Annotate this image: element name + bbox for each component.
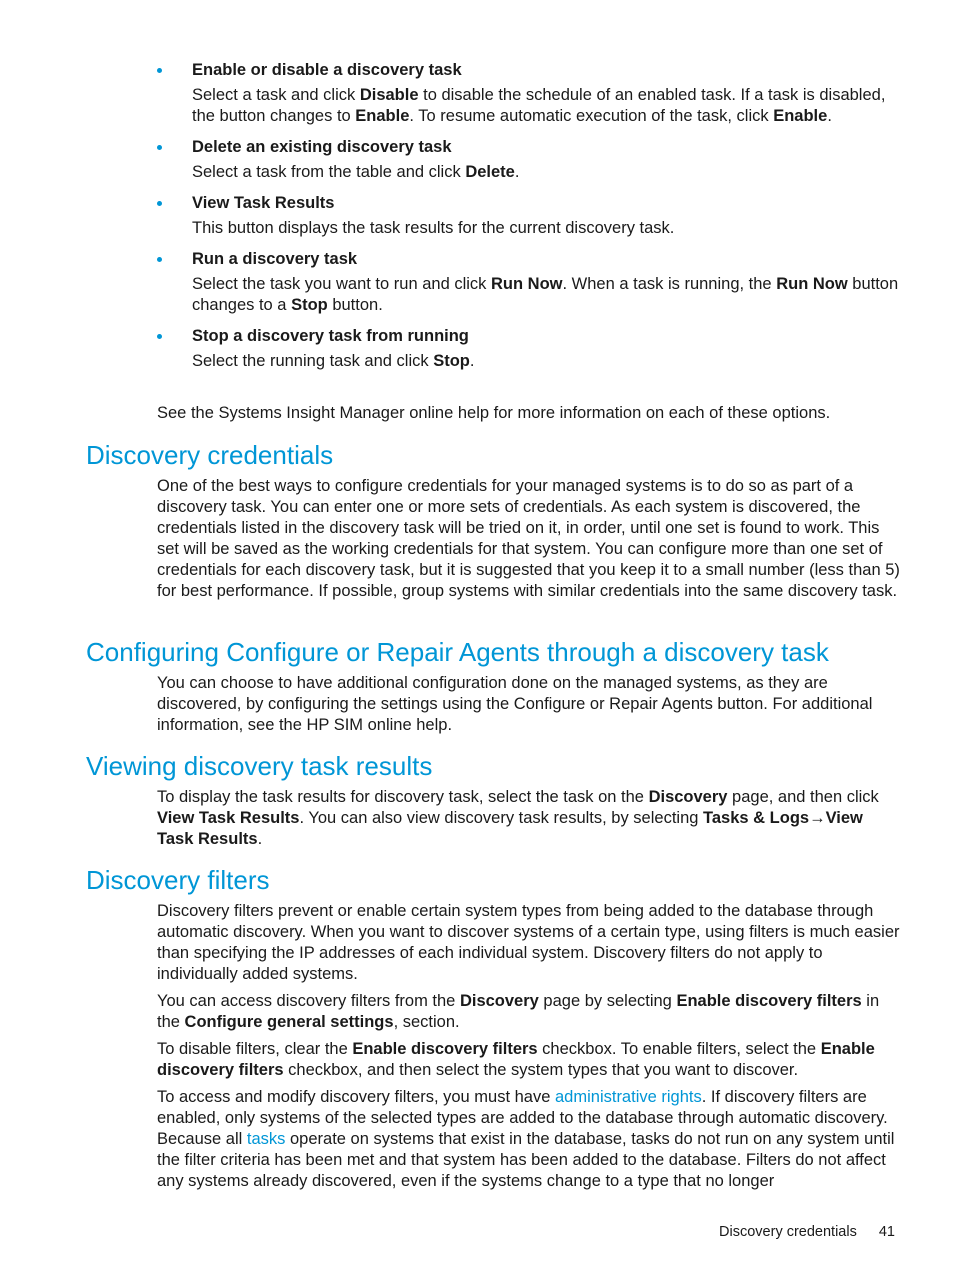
text-run: Discovery filters prevent or enable certain system types from being added to the database through automatic discovery. When you want to discover systems of a certain type, using filters is much easier than specifying the IP addresses of each individual system. Discovery filters do not apply to individually added systems. xyxy=(157,902,900,983)
body-paragraph xyxy=(157,1039,902,1081)
footer-section-title: Discovery credentials xyxy=(719,1224,857,1240)
body-paragraph xyxy=(157,901,902,985)
inline-link[interactable]: administrative rights xyxy=(555,1088,702,1106)
bold-term: Stop xyxy=(291,296,328,314)
bullet-dot-icon xyxy=(157,145,162,150)
heading-discovery-credentials: Discovery credentials xyxy=(86,440,334,470)
bold-term: Run Now xyxy=(776,275,848,293)
bold-term: View Task Results xyxy=(157,809,863,848)
bullet-title: View Task Results xyxy=(192,194,335,212)
bold-term: Run Now xyxy=(491,275,563,293)
text-run: . xyxy=(257,830,263,848)
bullet-body xyxy=(192,274,902,316)
option-bullet-list xyxy=(157,59,902,381)
bullet-dot-icon xyxy=(157,257,162,262)
text-run: To disable filters, clear the xyxy=(157,1040,353,1058)
section-results-body xyxy=(157,787,902,850)
bullet-item xyxy=(157,248,902,316)
text-run: . When a task is running, the xyxy=(562,275,777,293)
text-run: To access and modify discovery filters, you must have xyxy=(157,1088,555,1106)
bold-term: Configure general settings xyxy=(184,1013,394,1031)
text-run: button. xyxy=(327,296,383,314)
see-also-text: See the Systems Insight Manager online help for more information on each of these options. xyxy=(157,404,831,422)
bullet-item xyxy=(157,325,902,372)
text-run: checkbox, and then select the system types that you want to discover. xyxy=(283,1061,799,1079)
text-run: . To resume automatic execution of the task, click xyxy=(409,107,774,125)
bold-term: Delete xyxy=(465,163,515,181)
body-paragraph xyxy=(157,476,902,602)
text-run: You can choose to have additional configuration done on the managed systems, as they are discovered, by configuring the settings using the Configure or Repair Agents button. For additional information, see the HP SIM online help. xyxy=(157,674,873,734)
bullet-title: Delete an existing discovery task xyxy=(192,138,452,156)
bullet-body xyxy=(192,85,902,127)
text-run: page by selecting xyxy=(538,992,677,1010)
text-run: . xyxy=(514,163,520,181)
bullet-item xyxy=(157,59,902,127)
bullet-body xyxy=(192,218,902,239)
inline-link[interactable]: tasks xyxy=(246,1130,286,1148)
text-run: Select the running task and click xyxy=(192,352,434,370)
body-paragraph xyxy=(157,1087,902,1192)
section-credentials-body xyxy=(157,476,902,602)
bold-term: Disable xyxy=(359,86,419,104)
text-run: → xyxy=(809,809,826,827)
heading-configure-agents: Configuring Configure or Repair Agents through a discovery task xyxy=(86,637,829,667)
bold-term: Discovery xyxy=(459,992,539,1010)
bold-term: Stop xyxy=(433,352,470,370)
body-paragraph xyxy=(157,787,902,850)
bold-term: Enable xyxy=(773,107,828,125)
bold-term: Enable discovery filters xyxy=(676,992,862,1010)
bullet-item xyxy=(157,192,902,239)
heading-viewing-results: Viewing discovery task results xyxy=(86,751,433,781)
body-paragraph xyxy=(157,673,902,736)
bullet-title: Run a discovery task xyxy=(192,250,358,268)
bullet-dot-icon xyxy=(157,68,162,73)
text-run: One of the best ways to configure credentials for your managed systems is to do so as part of a discovery task. You can enter one or more sets of credentials. As each system is discovered, the credentials listed in the discovery task will be tried on it, in order, until one set is found to work. This set will be saved as the working credentials for that system. You can configure more than one set of credentials for each discovery task, but it is suggested that you keep it to a small number (less than 5) for best performance. If possible, group systems with similar credentials into the same discovery task. xyxy=(157,477,900,600)
bold-term: Tasks & Logs xyxy=(703,809,810,827)
text-run: This button displays the task results for the current discovery task. xyxy=(192,219,675,237)
bold-term: Enable xyxy=(355,107,410,125)
bullet-body xyxy=(192,351,902,372)
text-run: . If discovery filters are enabled, only systems of the selected types are added to the database through automatic discovery. Because all xyxy=(157,1088,888,1148)
body-paragraph xyxy=(157,991,902,1033)
text-run: checkbox. To enable filters, select the xyxy=(537,1040,821,1058)
see-also-paragraph xyxy=(157,403,902,424)
bullet-dot-icon xyxy=(157,334,162,339)
bullet-title: Enable or disable a discovery task xyxy=(192,61,462,79)
text-run: button changes to a xyxy=(192,275,899,314)
section-filters-body xyxy=(157,901,902,1192)
bullet-body xyxy=(192,162,902,183)
page-number: 41 xyxy=(878,1224,895,1240)
bullet-item xyxy=(157,136,902,183)
text-run: To display the task results for discovery task, select the task on the xyxy=(157,788,649,806)
text-run: Select the task you want to run and click xyxy=(192,275,491,293)
page-footer xyxy=(719,1222,895,1242)
bold-term: Enable discovery filters xyxy=(157,1040,875,1079)
text-run: in the xyxy=(157,992,880,1031)
text-run: . You can also view discovery task results, by selecting xyxy=(299,809,704,827)
heading-discovery-filters: Discovery filters xyxy=(86,865,270,895)
text-run: , section. xyxy=(393,1013,460,1031)
bold-term: Enable discovery filters xyxy=(352,1040,538,1058)
text-run: Select a task from the table and click xyxy=(192,163,466,181)
text-run: . xyxy=(827,107,832,125)
section-agents-body xyxy=(157,673,902,736)
bold-term: View Task Results xyxy=(157,809,300,827)
text-run: . xyxy=(469,352,475,370)
text-run: Select a task and click xyxy=(192,86,360,104)
bullet-dot-icon xyxy=(157,201,162,206)
text-run: to disable the schedule of an enabled task. If a task is disabled, the button changes to xyxy=(192,86,886,125)
text-run: operate on systems that exist in the database, tasks do not run on any system until the filter criteria has been met and that system has been added to the database. Filters do not affect any systems already discovered, even if the systems change to a type that no longer xyxy=(157,1130,895,1190)
text-run: You can access discovery filters from the xyxy=(157,992,460,1010)
bold-term: Discovery xyxy=(648,788,728,806)
bullet-title: Stop a discovery task from running xyxy=(192,327,469,345)
text-run: page, and then click xyxy=(727,788,879,806)
